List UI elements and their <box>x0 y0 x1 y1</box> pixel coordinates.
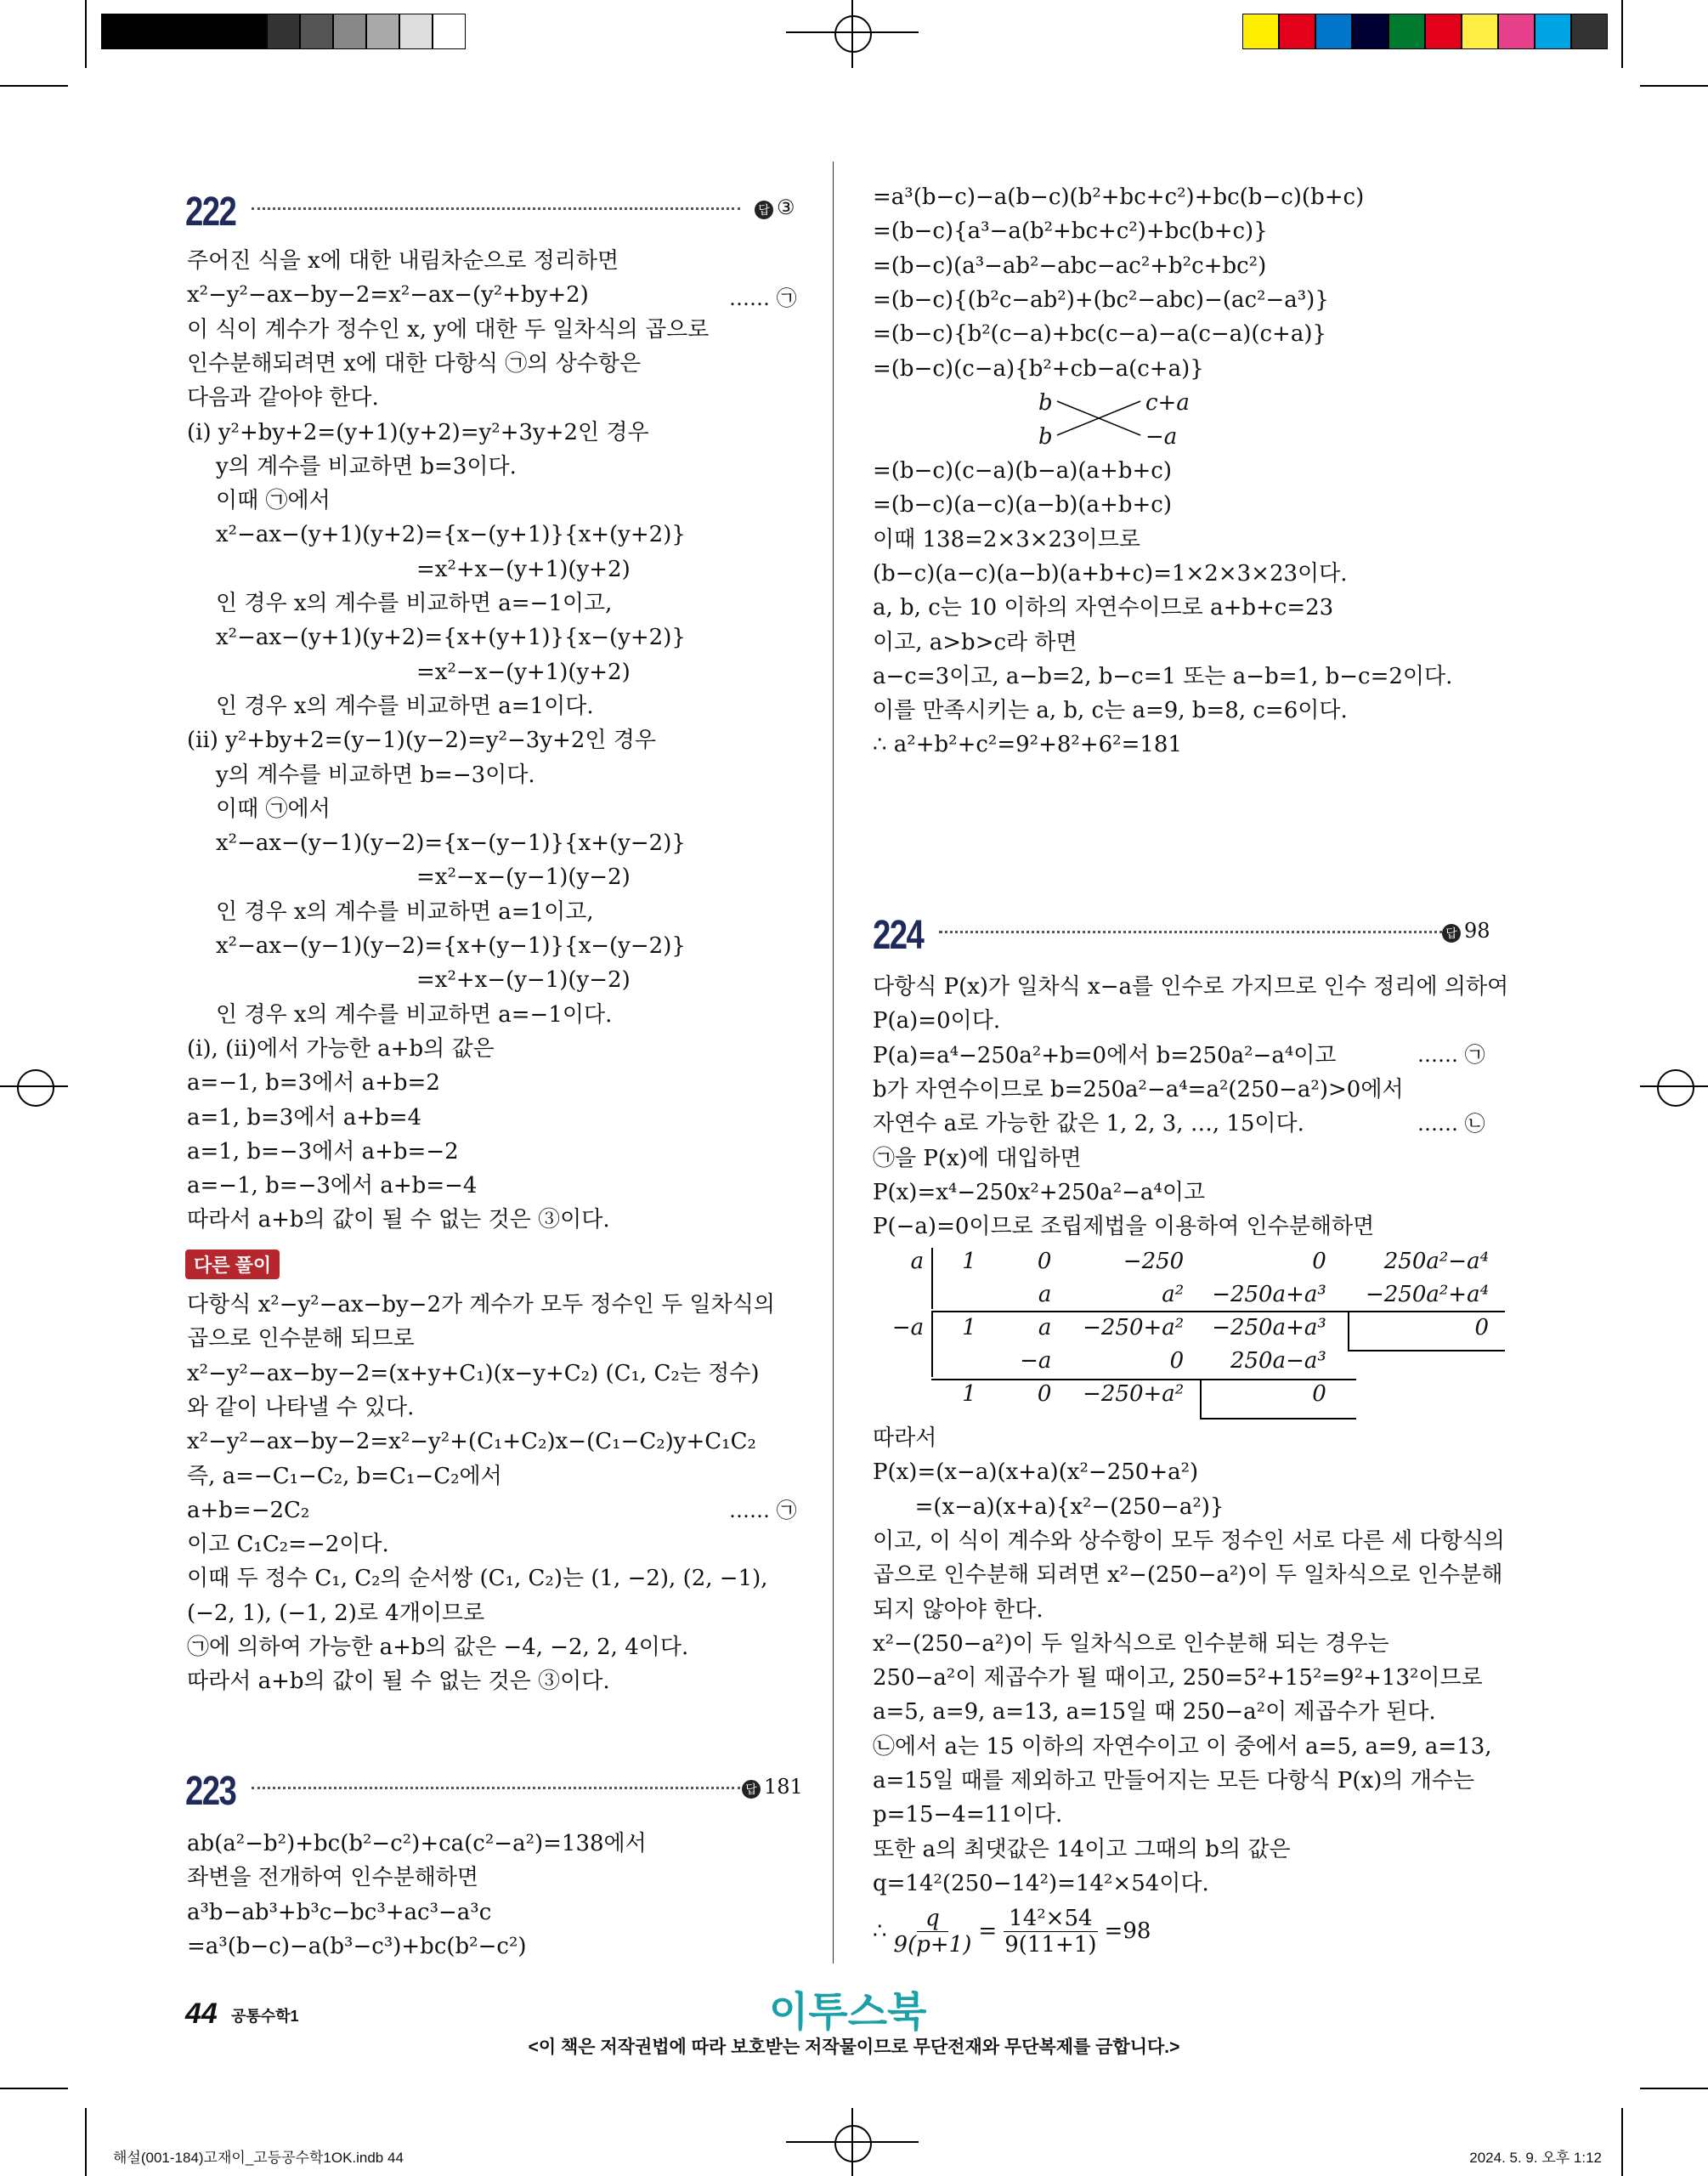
text-line: 즉, a=−C₁−C₂, b=C₁−C₂에서 <box>187 1463 502 1489</box>
text-line: =(b−c)(c−a)(b−a)(a+b+c) <box>873 458 1172 484</box>
color-swatch <box>134 14 167 49</box>
division-cell: 1 <box>962 1380 976 1407</box>
text-line: (ⅰ), (ⅱ)에서 가능한 a+b의 값은 <box>187 1035 495 1062</box>
alt-solution-badge: 다른 풀이 <box>185 1250 280 1279</box>
text-line: =x²−x−(y−1)(y−2) <box>416 864 631 891</box>
text-line: P(−a)=0이므로 조립제법을 이용하여 인수분해하면 <box>873 1214 1375 1240</box>
color-swatch <box>433 14 466 49</box>
text-line: =(b−c){b²(c−a)+bc(c−a)−a(c−a)(c+a)} <box>873 321 1327 348</box>
text-line: 곱으로 인수분해 되므로 <box>187 1326 415 1352</box>
text-line: a+b=−2C₂ <box>187 1497 310 1523</box>
answer: 답 98 <box>1442 919 1490 943</box>
crop-mark <box>1621 2108 1623 2176</box>
division-cell: −250+a² <box>1083 1314 1185 1340</box>
division-cell: a² <box>1162 1281 1185 1307</box>
text-line: =a³(b−c)−a(b³−c³)+bc(b²−c²) <box>187 1933 527 1959</box>
text-line: 되지 않아야 한다. <box>873 1596 1043 1623</box>
text-line: =(b−c){(b²c−ab²)+(bc²−abc)−(ac²−a³)} <box>873 286 1329 313</box>
leader-dots <box>939 931 1449 933</box>
division-cell: −a <box>891 1314 925 1340</box>
text-line: P(x)=(x−a)(x+a)(x²−250+a²) <box>873 1459 1199 1486</box>
text-line: x²−ax−(y+1)(y+2)={x−(y+1)}{x+(y+2)} <box>216 522 686 548</box>
text-line: x²−ax−(y+1)(y+2)={x+(y+1)}{x−(y+2)} <box>216 625 686 651</box>
text-line: =x²−x−(y+1)(y+2) <box>416 659 631 685</box>
cross-lines <box>1055 393 1144 444</box>
slug-timestamp: 2024. 5. 9. 오후 1:12 <box>1469 2150 1602 2166</box>
text-line: a=−1, b=3에서 a+b=2 <box>187 1070 440 1096</box>
registration-line <box>851 0 853 68</box>
text-line: 다항식 P(x)가 일차식 x−a를 인수로 가지므로 인수 정리에 의하여 <box>873 974 1509 1000</box>
text-line: x²−y²−ax−by−2=x²−ax−(y²+by+2) <box>187 282 589 309</box>
color-swatch <box>1315 14 1352 49</box>
text-line: 곱으로 인수분해 되려면 x²−(250−a²)이 두 일차식으로 인수분해 <box>873 1562 1503 1589</box>
text-line: =(b−c){a³−a(b²+bc+c²)+bc(b+c)} <box>873 218 1268 245</box>
text-line: y의 계수를 비교하면 b=−3이다. <box>216 762 535 788</box>
registration-mark-top <box>834 15 872 53</box>
slug-filename: 해설(001-184)고재이_고등공수학1OK.indb 44 <box>113 2150 404 2166</box>
color-swatch <box>1571 14 1608 49</box>
division-cell: a <box>1038 1314 1052 1340</box>
color-swatch <box>1462 14 1498 49</box>
division-cell: a <box>910 1248 925 1274</box>
equation-tag: …… ㉠ <box>729 286 797 310</box>
division-cell <box>1333 1344 1496 1377</box>
text-line: =(b−c)(a³−ab²−abc−ac²+b²c+bc²) <box>873 252 1267 279</box>
text-line: a−c=3이고, a−b=2, b−c=1 또는 a−b=1, b−c=2이다. <box>873 663 1453 689</box>
text-line: 인 경우 x의 계수를 비교하면 a=1이다. <box>216 693 594 719</box>
text-line: 이 식이 계수가 정수인 x, y에 대한 두 일차식의 곱으로 <box>187 316 710 343</box>
text-line: =(b−c)(a−c)(a−b)(a+b+c) <box>873 492 1172 518</box>
division-row <box>867 1244 1496 1278</box>
problem-number: 224 <box>873 913 924 958</box>
equation-tag: …… ㉡ <box>1417 1112 1485 1136</box>
registration-line <box>0 1085 68 1087</box>
text-line: 와 같이 나타낼 수 있다. <box>187 1394 415 1420</box>
color-swatch <box>167 14 201 49</box>
text-line: 이때 138=2×3×23이므로 <box>873 526 1140 552</box>
text-line: ㉠을 P(x)에 대입하면 <box>873 1145 1082 1171</box>
text-line: (−2, 1), (−1, 2)로 4개이므로 <box>187 1600 485 1626</box>
text-line: a=−1, b=−3에서 a+b=−4 <box>187 1173 478 1199</box>
text-line: 이고 C₁C₂=−2이다. <box>187 1532 389 1558</box>
text-line: p=15−4=11이다. <box>873 1802 1063 1828</box>
synthetic-division-table <box>867 1244 1496 1423</box>
answer: 답 ③ <box>755 196 795 219</box>
crop-mark <box>1640 2088 1708 2089</box>
text-line: x²−ax−(y−1)(y−2)={x+(y−1)}{x−(y−2)} <box>216 933 686 959</box>
text-line: 이때 두 정수 C₁, C₂의 순서쌍 (C₁, C₂)는 (1, −2), (2, −1), <box>187 1566 768 1592</box>
text-line: 따라서 a+b의 값이 될 수 없는 것은 ③이다. <box>187 1669 610 1695</box>
text-line: 인 경우 x의 계수를 비교하면 a=−1이다. <box>216 1001 613 1028</box>
division-cell <box>930 1278 983 1311</box>
division-row <box>867 1344 1496 1377</box>
crop-mark <box>1640 85 1708 87</box>
text-line: ㉡에서 a는 15 이하의 자연수이고 이 중에서 a=5, a=9, a=13, <box>873 1733 1492 1760</box>
division-row <box>867 1278 1496 1311</box>
division-row <box>867 1377 1496 1410</box>
color-swatch <box>366 14 399 49</box>
answer-icon: 답 <box>755 201 773 219</box>
text-line: 250−a²이 제곱수가 될 때이고, 250=5²+15²=9²+13²이므로 <box>873 1665 1483 1692</box>
division-cell: 0 <box>1312 1248 1326 1274</box>
division-cell: −250a²+a⁴ <box>1365 1281 1489 1307</box>
text-line: a=1, b=−3에서 a+b=−2 <box>187 1138 459 1164</box>
division-cell: −250a+a³ <box>1212 1314 1326 1340</box>
division-cell: −250 <box>1123 1248 1185 1274</box>
color-swatch <box>1425 14 1462 49</box>
text-line: ㉠에 의하여 가능한 a+b의 값은 −4, −2, 2, 4이다. <box>187 1635 689 1660</box>
text-line: x²−y²−ax−by−2=(x+y+C₁)(x−y+C₂) (C₁, C₂는 정수) <box>187 1360 760 1386</box>
division-cell <box>867 1377 930 1410</box>
text-line: 또한 a의 최댓값은 14이고 그때의 b의 값은 <box>873 1836 1291 1862</box>
division-cell: 250a²−a⁴ <box>1383 1248 1489 1274</box>
color-swatch <box>1242 14 1279 49</box>
registration-line <box>786 31 919 33</box>
problem-222-header <box>185 189 799 235</box>
division-cell <box>867 1278 930 1311</box>
text-line: 이를 만족시키는 a, b, c는 a=9, b=8, c=6이다. <box>873 698 1348 724</box>
text-line: 따라서 a+b의 값이 될 수 없는 것은 ③이다. <box>187 1207 610 1233</box>
leader-dots <box>252 207 740 210</box>
color-swatch <box>1498 14 1535 49</box>
text-line: ab(a²−b²)+bc(b²−c²)+ca(c²−a²)=138에서 <box>187 1831 647 1856</box>
division-cell: −250a+a³ <box>1212 1281 1326 1307</box>
text-line: x²−(250−a²)이 두 일차식으로 인수분해 되는 경우는 <box>873 1630 1389 1657</box>
leader-dots <box>252 1787 740 1789</box>
text-line: 인 경우 x의 계수를 비교하면 a=−1이고, <box>216 591 613 616</box>
problem-number: 223 <box>185 1769 236 1814</box>
book-title: 공통수학1 <box>231 2008 299 2025</box>
color-swatch <box>333 14 366 49</box>
text-line: 이때 ㉠에서 <box>216 796 331 822</box>
crop-mark <box>0 2088 68 2089</box>
crop-mark <box>85 0 87 68</box>
page-number: 44 <box>185 1998 218 2030</box>
text-line: =a³(b−c)−a(b−c)(b²+bc+c²)+bc(b−c)(b+c) <box>873 184 1365 210</box>
text-line: 자연수 a로 가능한 값은 1, 2, 3, …, 15이다. <box>873 1111 1304 1137</box>
division-cell: −250+a² <box>1083 1380 1185 1407</box>
problem-224-header <box>873 912 1493 958</box>
text-line: =x²+x−(y−1)(y−2) <box>416 967 631 994</box>
text-line: 좌변을 전개하여 인수분해하면 <box>187 1865 479 1891</box>
color-swatch <box>267 14 300 49</box>
text-line: 주어진 식을 x에 대한 내림차순으로 정리하면 <box>187 248 619 274</box>
division-cell <box>1333 1377 1496 1410</box>
text-line: 다항식 x²−y²−ax−by−2가 계수가 모두 정수인 두 일차식의 <box>187 1292 775 1318</box>
division-cell: 0 <box>1169 1347 1185 1374</box>
color-swatch <box>399 14 433 49</box>
color-swatch <box>101 14 134 49</box>
division-cell: 0 <box>1037 1248 1052 1274</box>
text-line: a=15일 때를 제외하고 만들어지는 모든 다항식 P(x)의 개수는 <box>873 1768 1475 1794</box>
division-cell: 0 <box>1474 1314 1489 1340</box>
division-cell: 1 <box>962 1248 976 1274</box>
text-line: ∴ a²+b²+c²=9²+8²+6²=181 <box>873 732 1183 758</box>
division-cell: a <box>1038 1281 1052 1307</box>
color-swatch <box>1535 14 1571 49</box>
color-swatch <box>1279 14 1315 49</box>
text-line: P(a)=0이다. <box>873 1008 1001 1034</box>
text-line: a=5, a=9, a=13, a=15일 때 250−a²이 제곱수가 된다. <box>873 1699 1436 1726</box>
problem-223-header <box>185 1768 803 1814</box>
text-line: 이고, 이 식이 계수와 상수항이 모두 정수인 서로 다른 세 다항식의 <box>873 1527 1505 1554</box>
division-cell <box>930 1344 983 1377</box>
text-line: 이때 ㉠에서 <box>216 488 331 514</box>
problem-number: 222 <box>185 190 236 235</box>
text-line: (ⅰ) y²+by+2=(y+1)(y+2)=y²+3y+2인 경우 <box>187 419 649 445</box>
text-line: =(x−a)(x+a){x²−(250−a²)} <box>873 1493 1224 1520</box>
answer-icon: 답 <box>742 1780 761 1799</box>
text-line: (b−c)(a−c)(a−b)(a+b+c)=1×2×3×23이다. <box>873 560 1348 586</box>
division-cell: 250a−a³ <box>1230 1347 1326 1374</box>
registration-mark-left <box>17 1069 54 1107</box>
text-line: (ⅱ) y²+by+2=(y−1)(y−2)=y²−3y+2인 경우 <box>187 728 656 754</box>
color-swatch <box>1352 14 1388 49</box>
publisher-logo: 이투스북 <box>769 1990 927 2035</box>
answer: 답 181 <box>742 1775 803 1799</box>
text-line: x²−ax−(y−1)(y−2)={x−(y−1)}{x+(y−2)} <box>216 830 686 857</box>
text-line: =x²+x−(y+1)(y+2) <box>416 556 631 582</box>
final-answer-fraction: ∴ $\frac{q}{9(p+1)}$ = $\frac{\text{14²×54}}{9(11+1)}$ =98 <box>873 1905 1151 1958</box>
division-cell: 0 <box>1312 1380 1326 1407</box>
text-line: P(a)=a⁴−250a²+b=0에서 b=250a²−a⁴이고 <box>873 1042 1337 1068</box>
copyright-notice: <이 책은 저작권법에 따라 보호받는 저작물이므로 무단전재와 무단복제를 금합니다.> <box>528 2037 1180 2057</box>
text-line: a³b−ab³+b³c−bc³+ac³−a³c <box>187 1899 492 1925</box>
color-swatch <box>300 14 333 49</box>
text-line: q=14²(250−14²)=14²×54이다. <box>873 1870 1209 1896</box>
color-swatch <box>234 14 267 49</box>
division-cell: 0 <box>1037 1380 1052 1407</box>
color-swatch <box>201 14 234 49</box>
text-line: x²−y²−ax−by−2=x²−y²+(C₁+C₂)x−(C₁−C₂)y+C₁C₂ <box>187 1429 756 1455</box>
text-line: P(x)=x⁴−250x²+250a²−a⁴이고 <box>873 1179 1206 1205</box>
registration-line <box>1640 1085 1708 1087</box>
division-cell: −a <box>1020 1347 1052 1374</box>
registration-line <box>786 2141 919 2143</box>
text-line: a=1, b=3에서 a+b=4 <box>187 1104 422 1130</box>
text-line: 인수분해되려면 x에 대한 다항식 ㉠의 상수항은 <box>187 350 642 377</box>
text-line: y의 계수를 비교하면 b=3이다. <box>216 453 517 479</box>
text-line: b가 자연수이므로 b=250a²−a⁴=a²(250−a²)>0에서 <box>873 1076 1404 1102</box>
text-line: =(b−c)(c−a){b²+cb−a(c+a)} <box>873 355 1204 382</box>
equation-tag: …… ㉠ <box>1417 1043 1485 1067</box>
crop-mark <box>1621 0 1623 68</box>
text-line: 다음과 같아야 한다. <box>187 385 379 411</box>
registration-mark-bottom <box>834 2125 872 2162</box>
division-row <box>867 1311 1496 1344</box>
text-line: 이고, a>b>c라 하면 <box>873 629 1077 655</box>
answer-icon: 답 <box>1442 924 1461 943</box>
column-divider <box>833 162 834 1964</box>
registration-mark-right <box>1657 1069 1694 1107</box>
color-swatch <box>1388 14 1425 49</box>
division-cell: 1 <box>962 1314 976 1340</box>
text-line: 인 경우 x의 계수를 비교하면 a=1이고, <box>216 898 594 925</box>
crop-mark <box>85 2108 87 2176</box>
crop-mark <box>0 85 68 87</box>
text-line: a, b, c는 10 이하의 자연수이므로 a+b+c=23 <box>873 595 1334 621</box>
division-cell <box>867 1344 930 1377</box>
text-line: 따라서 <box>873 1425 937 1451</box>
equation-tag: …… ㉠ <box>729 1499 797 1522</box>
